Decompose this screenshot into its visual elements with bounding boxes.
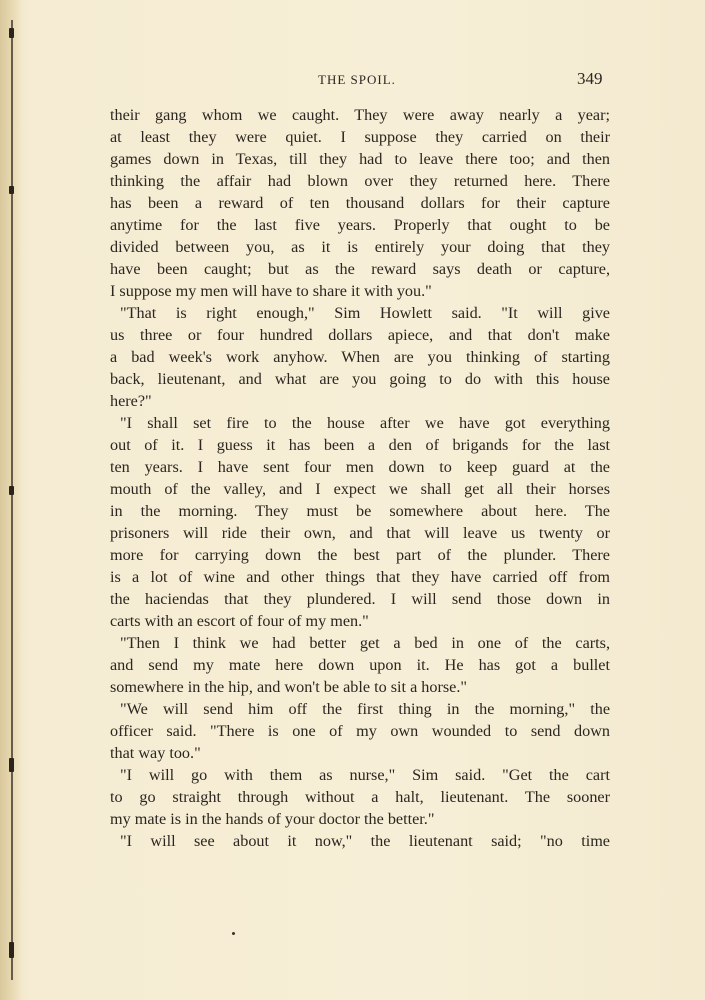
text-line: mouth of the valley, and I expect we shall get all their horses bbox=[110, 480, 610, 498]
page-number: 349 bbox=[577, 69, 603, 88]
binding-mark bbox=[9, 758, 14, 772]
text-line: ten years. I have sent four men down to keep guard at the bbox=[110, 458, 610, 476]
text-line: out of it. I guess it has been a den of brigands for the last bbox=[110, 436, 610, 454]
running-title: THE SPOIL. bbox=[318, 72, 396, 87]
text-line: prisoners will ride their own, and that will leave us twenty or bbox=[110, 524, 610, 542]
text-line: games down in Texas, till they had to leave there too; and then bbox=[110, 150, 610, 168]
text-line: divided between you, as it is entirely your doing that they bbox=[110, 238, 610, 256]
binding-mark bbox=[9, 28, 14, 38]
text-line: anytime for the last five years. Properly that ought to be bbox=[110, 216, 610, 234]
text-line: "That is right enough," Sim Howlett said. "It will give bbox=[120, 304, 610, 322]
text-line: us three or four hundred dollars apiece, and that don't make bbox=[110, 326, 610, 344]
text-line: "I shall set fire to the house after we have got everything bbox=[120, 414, 610, 432]
text-line: I suppose my men will have to share it with you." bbox=[110, 282, 432, 300]
text-line: officer said. "There is one of my own wounded to send down bbox=[110, 722, 610, 740]
binding-mark bbox=[9, 486, 14, 495]
text-line: that way too." bbox=[110, 744, 201, 762]
text-line: "Then I think we had better get a bed in one of the carts, bbox=[120, 634, 610, 652]
text-line: back, lieutenant, and what are you going to do with this house bbox=[110, 370, 610, 388]
text-line: has been a reward of ten thousand dollars for their capture bbox=[110, 194, 610, 212]
binding-line bbox=[11, 20, 13, 980]
body-text bbox=[110, 104, 610, 852]
text-line: is a lot of wine and other things that they have carried off from bbox=[110, 568, 610, 586]
text-line: at least they were quiet. I suppose they carried on their bbox=[110, 128, 610, 146]
footer-mark bbox=[232, 932, 235, 935]
text-line: here?" bbox=[110, 392, 152, 410]
text-line: my mate is in the hands of your doctor the better." bbox=[110, 810, 435, 828]
text-line: carts with an escort of four of my men." bbox=[110, 612, 369, 630]
text-line: "We will send him off the first thing in the morning," the bbox=[120, 700, 610, 718]
binding-mark bbox=[9, 186, 14, 194]
binding-mark bbox=[9, 942, 14, 958]
text-line: and send my mate here down upon it. He has got a bullet bbox=[110, 656, 610, 674]
text-line: somewhere in the hip, and won't be able to sit a horse." bbox=[110, 678, 468, 696]
text-line: a bad week's work anyhow. When are you thinking of starting bbox=[110, 348, 610, 366]
text-line: in the morning. They must be somewhere about here. The bbox=[110, 502, 610, 520]
text-line: to go straight through without a halt, lieutenant. The sooner bbox=[110, 788, 610, 806]
text-line: more for carrying down the best part of the plunder. There bbox=[110, 546, 610, 564]
text-line: "I will see about it now," the lieutenant said; "no time bbox=[120, 832, 610, 850]
text-line: "I will go with them as nurse," Sim said. "Get the cart bbox=[120, 766, 610, 784]
text-line: their gang whom we caught. They were away nearly a year; bbox=[110, 106, 610, 124]
text-line: the haciendas that they plundered. I will send those down in bbox=[110, 590, 610, 608]
text-line: thinking the affair had blown over they returned here. There bbox=[110, 172, 610, 190]
text-line: have been caught; but as the reward says death or capture, bbox=[110, 260, 610, 278]
running-head bbox=[0, 70, 705, 90]
